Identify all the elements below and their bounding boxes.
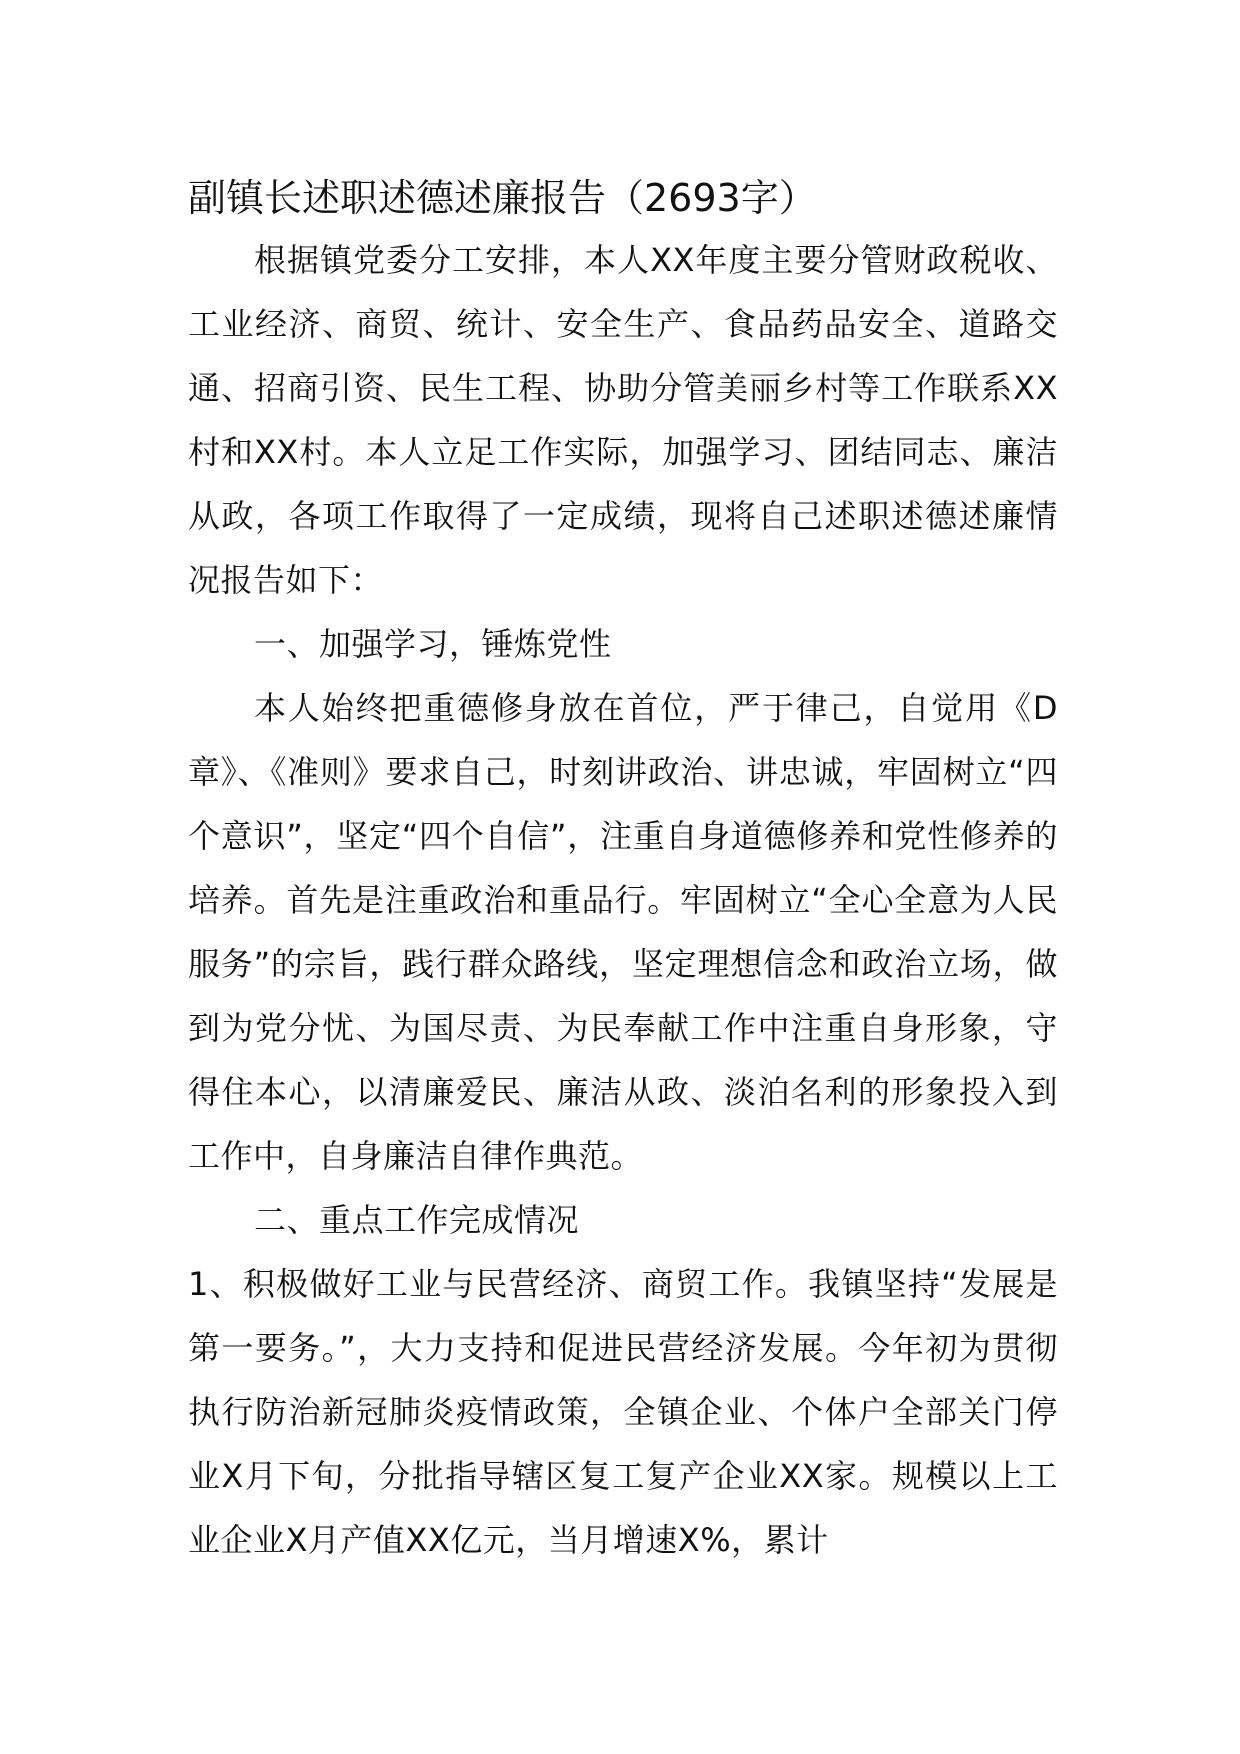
section-1-paragraph: 本人始终把重德修身放在首位，严于律己，自觉用《D章》、《准则》要求自己，时刻讲政治、讲忠诚，牢固树立“四个意识”，坚定“四个自信”，注重自身道德修养和党性修养的培养。首先是注重政治和重品行。牢固树立“全心全意为人民服务”的宗旨，践行群众路线，坚定理想信念和政治立场，做到为党分忧、为国尽责、为民奉献工作中注重自身形象，守得住本心，以清廉爱民、廉洁从政、淡泊名利的形象投入到工作中，自身廉洁自律作典范。 (188, 689, 1058, 1175)
section-heading-1: 一、加强学习，锤炼党性 (254, 625, 612, 663)
document-body (188, 168, 1058, 1572)
intro-paragraph: 根据镇党委分工安排，本人XX年度主要分管财政税收、工业经济、商贸、统计、安全生产、食品药品安全、道路交通、招商引资、民生工程、协助分管美丽乡村等工作联系XX村和XX村。本人立足工作实际，加强学习、团结同志、廉洁从政，各项工作取得了一定成绩，现将自己述职述德述廉情况报告如下： (188, 241, 1058, 599)
section-heading-2: 二、重点工作完成情况 (254, 1201, 580, 1239)
document-title: 副镇长述职述德述廉报告（2693字） (188, 176, 817, 220)
section-2-item-1: 1、积极做好工业与民营经济、商贸工作。我镇坚持“发展是第一要务。”，大力支持和促进民营经济发展。今年初为贯彻执行防治新冠肺炎疫情政策，全镇企业、个体户全部关门停业X月下旬，分批指导辖区复工复产企业XX家。规模以上工业企业X月产值XX亿元，当月增速X%，累计 (188, 1265, 1058, 1559)
